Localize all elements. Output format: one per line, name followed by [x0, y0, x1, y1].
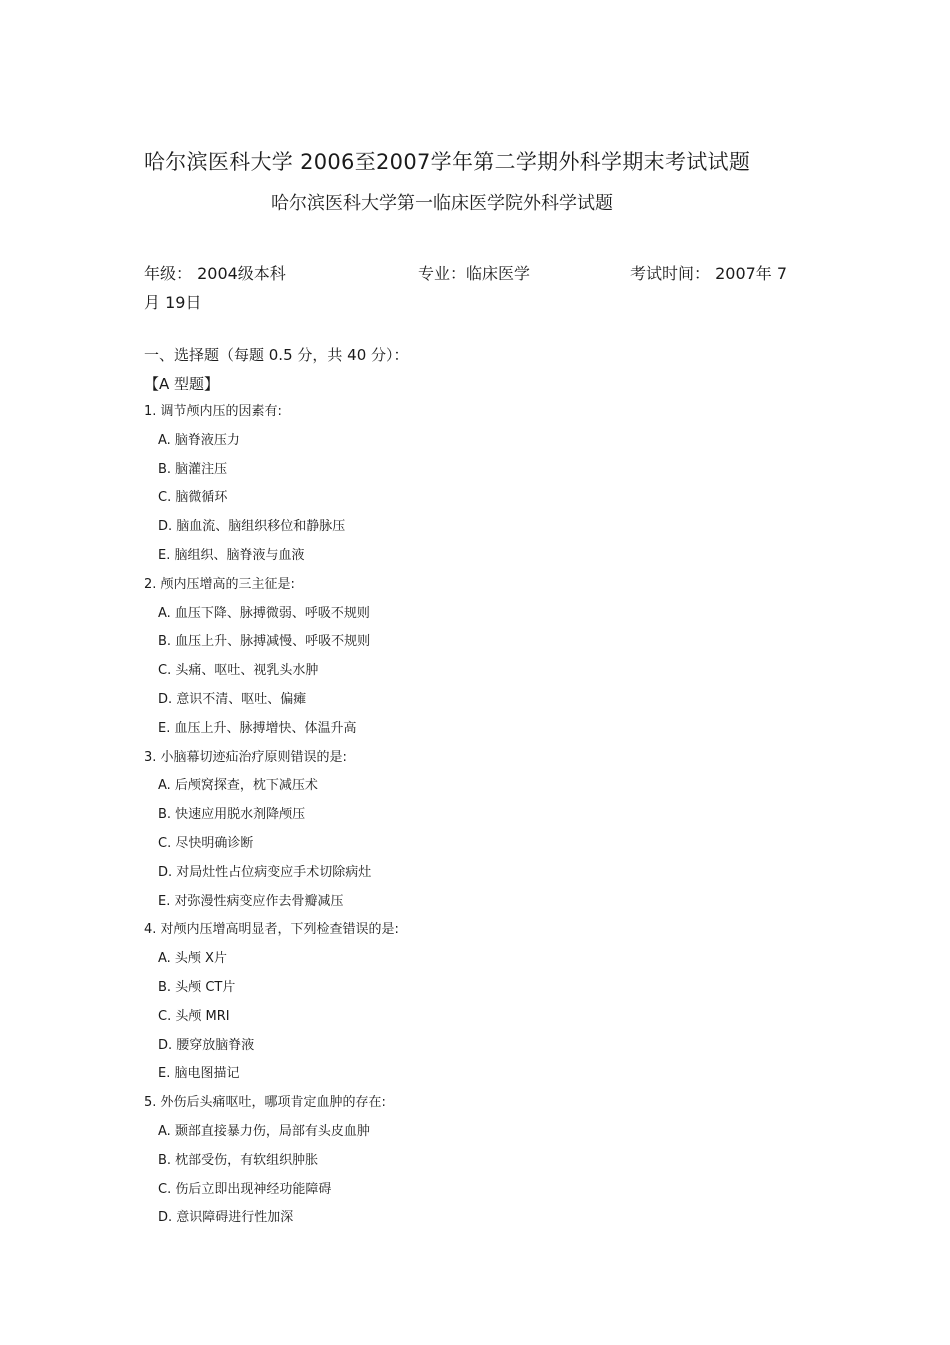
option-b: B. 枕部受伤，有软组织肿胀	[158, 1152, 319, 1168]
option-a: A. 脑脊液压力	[158, 432, 240, 448]
option-b: B. 脑灌注压	[158, 461, 228, 477]
section-heading: 一、选择题（每题 0.5 分，共 40 分）：	[144, 346, 409, 364]
exam-date-continuation: 月 19日	[144, 293, 202, 312]
option-d: D. 意识障碍进行性加深	[158, 1210, 294, 1226]
option-b: B. 血压上升、脉搏减慢、呼吸不规则	[158, 634, 371, 650]
option-e: E. 脑电图描记	[158, 1066, 240, 1082]
option-c: C. 头痛、呕吐、视乳头水肿	[158, 663, 319, 679]
question-stem: 2. 颅内压增高的三主征是:	[144, 576, 295, 592]
option-c: C. 伤后立即出现神经功能障碍	[158, 1181, 332, 1197]
option-c: C. 脑微循环	[158, 490, 228, 506]
option-e: E. 脑组织、脑脊液与血液	[158, 547, 305, 563]
exam-time-label: 考试时间： 2007年 7	[630, 264, 788, 283]
option-a: A. 颞部直接暴力伤，局部有头皮血肿	[158, 1123, 370, 1139]
question-stem: 5. 外伤后头痛呕吐，哪项肯定血肿的存在:	[144, 1095, 386, 1111]
option-d: D. 意识不清、呕吐、偏瘫	[158, 691, 307, 707]
grade-label: 年级： 2004级本科	[144, 264, 286, 283]
exam-title: 哈尔滨医科大学 2006至2007学年第二学期外科学期末考试试题	[144, 150, 751, 174]
exam-subtitle: 哈尔滨医科大学第一临床医学院外科学试题	[271, 193, 613, 214]
option-b: B. 头颅 CT片	[158, 979, 236, 995]
major-label: 专业：临床医学	[418, 264, 531, 283]
question-stem: 4. 对颅内压增高明显者，下列检查错误的是:	[144, 922, 399, 938]
option-d: D. 腰穿放脑脊液	[158, 1037, 255, 1053]
question-stem: 3. 小脑幕切迹疝治疗原则错误的是:	[144, 749, 347, 765]
option-d: D. 脑血流、脑组织移位和静脉压	[158, 519, 346, 535]
option-d: D. 对局灶性占位病变应手术切除病灶	[158, 864, 372, 880]
option-b: B. 快速应用脱水剂降颅压	[158, 807, 306, 823]
option-a: A. 血压下降、脉搏微弱、呼吸不规则	[158, 605, 370, 621]
option-e: E. 血压上升、脉搏增快、体温升高	[158, 720, 357, 736]
option-e: E. 对弥漫性病变应作去骨瓣减压	[158, 893, 344, 909]
question-type-heading: 【A 型题】	[144, 375, 220, 393]
option-c: C. 尽快明确诊断	[158, 835, 254, 851]
option-c: C. 头颅 MRI	[158, 1008, 230, 1024]
question-list	[144, 402, 824, 1237]
option-a: A. 头颅 X片	[158, 951, 227, 967]
question-stem: 1. 调节颅内压的因素有:	[144, 404, 282, 419]
option-a: A. 后颅窝探查，枕下减压术	[158, 778, 318, 794]
